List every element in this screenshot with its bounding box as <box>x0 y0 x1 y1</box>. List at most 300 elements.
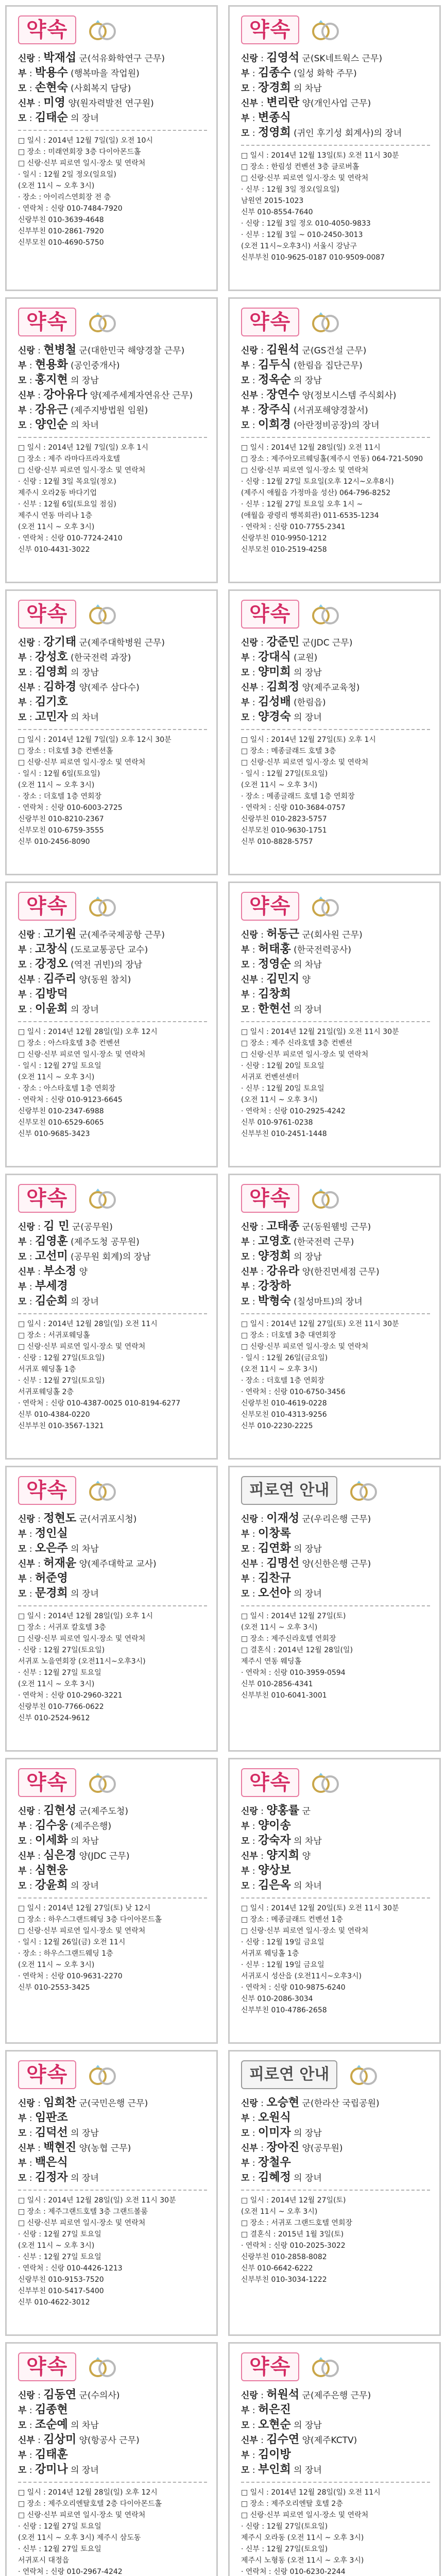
notice-card <box>228 5 441 291</box>
family-row: 모 : 김연화 의 장남 <box>241 1542 322 1555</box>
family-role: 부 <box>241 1529 250 1539</box>
family-name: 강기태 <box>43 636 77 649</box>
family-row: 모 : 손현숙 (사회복지 담당) <box>18 81 131 94</box>
family-note: 의 차녀 <box>71 420 99 431</box>
family-name: 김종현 <box>35 2403 68 2416</box>
family-name: 조순예 <box>35 2418 68 2431</box>
info-line: · 연락처 : 신랑 010-9631-2270 <box>18 1972 123 1980</box>
divider <box>18 437 207 438</box>
info-line: (오전 11시 ~ 오후 3시) <box>18 182 95 190</box>
family-note: (제주은행) <box>71 1821 112 1832</box>
notice-title: 약속 <box>18 2060 76 2089</box>
family-row: 부 : 임판조 <box>18 2111 68 2124</box>
family-role: 부 <box>18 653 27 663</box>
notice-header <box>18 598 207 630</box>
family-note: (행복마을 작업원) <box>71 69 140 79</box>
family-name: 정인실 <box>35 1527 68 1540</box>
notice-header <box>18 1182 207 1214</box>
wedding-rings-icon <box>308 1187 342 1210</box>
family-row: 부 : 김찬규 <box>241 1572 291 1585</box>
family-row: 신부 : 김수연 양(제주KCTV) <box>241 2433 357 2446</box>
family-row: 신부 : 장연수 양(정보시스템 주식회사) <box>241 388 397 401</box>
family-row: 모 : 양인순 의 차녀 <box>18 418 99 431</box>
family-role: 부 <box>18 2450 27 2461</box>
family-note: 군(제주도청) <box>79 1806 128 1817</box>
family-row: 모 : 박형숙 (칠성마트)의 장녀 <box>241 1295 363 1308</box>
family-row: 부 : 김수웅 (제주은행) <box>18 1819 112 1832</box>
info-line: □ 장소 : 제주 라마다프라자호텔 <box>18 455 121 463</box>
notice-card <box>5 2050 218 2336</box>
family-note: 군(제주은행 근무) <box>302 2391 371 2401</box>
family-name: 김두식 <box>258 359 291 371</box>
family-role: 신랑 <box>18 1222 35 1232</box>
family-note: (제주지방법원 임원) <box>71 405 148 416</box>
family-role: 신랑 <box>18 346 35 356</box>
family-role: 신랑 <box>241 54 258 64</box>
family-role: 모 <box>241 960 250 970</box>
family-row: 모 : 정영희 (귀인 후기성 회계사)의 장녀 <box>241 126 402 139</box>
family-role: 모 <box>241 1297 250 1307</box>
family-role: 모 <box>241 1881 250 1891</box>
family-role: 부 <box>18 1237 27 1247</box>
family-name: 김찬규 <box>258 1572 291 1585</box>
family-note: 양(한진면세점 근무) <box>302 1267 380 1277</box>
divider <box>241 1021 430 1022</box>
notice-card <box>228 589 441 875</box>
notice-card <box>228 1174 441 1460</box>
family-role: 부 <box>241 1866 250 1876</box>
family-name: 김은옥 <box>258 1879 291 1892</box>
family-name: 김수연 <box>266 2433 300 2446</box>
info-line: · 신랑 : 12월 19일 금요일 <box>241 1938 324 1946</box>
family-name: 김덕선 <box>35 2126 68 2139</box>
family-name: 장주식 <box>258 403 291 416</box>
family-note: (한국전력 과장) <box>71 653 131 663</box>
family-name: 김동연 <box>43 2388 77 2401</box>
family-role: 신부 <box>241 98 258 109</box>
divider <box>18 2190 207 2191</box>
family-name: 김정자 <box>35 2171 68 2184</box>
family-row: 부 : 강유근 (제주지방법원 임원) <box>18 403 148 416</box>
family-row: 신부 : 강아유다 양(제주세계자연유산 근무) <box>18 388 193 401</box>
info-line: 신부모친 010-2519-4258 <box>241 546 327 554</box>
family-note: 의 장녀 <box>294 713 322 723</box>
family-note: 의 장남 <box>294 376 322 386</box>
info-line: · 연락처 : 신랑 010-4426-1213 <box>18 2264 123 2273</box>
family-note: 의 장남 <box>294 668 322 678</box>
family-role: 모 <box>18 2128 27 2139</box>
info-line: □ 일시 : 2014년 12월 21일(일) 오전 11시 30분 <box>241 1028 399 1036</box>
family-note: 군(국민은행 근무) <box>79 2098 148 2109</box>
family-name: 장아진 <box>266 2141 300 2154</box>
divider <box>241 1897 430 1899</box>
family-note: 양 <box>302 975 311 985</box>
family-row: 모 : 강미나 의 장녀 <box>18 2463 99 2476</box>
info-line: · 신부 : 12월 19일 금요일 <box>241 1961 324 1969</box>
family-note: 양(제주 삼다수) <box>79 683 140 693</box>
family-note: 군(SK네트웍스 근무) <box>302 54 383 64</box>
family-name: 김종수 <box>258 66 291 79</box>
family-row: 모 : 김순희 의 장녀 <box>18 1295 99 1308</box>
info-line: 신부부친 010-4786-2658 <box>241 2006 327 2014</box>
info-line: · 신부 : 12월 27일 토요일 <box>18 1669 101 1677</box>
family-name: 정영희 <box>258 126 291 139</box>
family-row: 부 : 고창식 (도로교통공단 교수) <box>18 943 148 956</box>
family-note: 군(대한민국 해양경찰 근무) <box>79 346 185 356</box>
family-note: 의 장녀 <box>71 2465 99 2476</box>
family-name: 김연화 <box>258 1542 291 1555</box>
notice-header <box>18 2351 207 2383</box>
family-role: 부 <box>241 69 250 79</box>
info-line: 신부 010-9685-3423 <box>18 1130 90 1138</box>
family-role: 모 <box>241 1544 250 1554</box>
family-role: 모 <box>18 113 27 124</box>
family-role: 모 <box>18 2465 27 2476</box>
family-name: 백은식 <box>35 2156 68 2169</box>
notice-header <box>241 2351 430 2383</box>
family-name: 오원식 <box>258 2111 291 2124</box>
family-role: 모 <box>241 1836 250 1846</box>
info-line: □ 신랑·신부 피로연 일시·장소 및 연락처 <box>241 1343 369 1351</box>
notice-title: 약속 <box>18 308 76 336</box>
family-note: 의 장녀 <box>294 1005 322 1015</box>
family-note: 군(우리은행 근무) <box>302 1514 371 1524</box>
family-note: 의 장녀 <box>294 2465 322 2476</box>
family-row: 부 : 양상보 <box>241 1864 291 1877</box>
family-row: 신부 : 김주리 양(동원 참치) <box>18 973 131 986</box>
info-line: · 신랑 : 12월 3일 정오 010-4050-9833 <box>241 219 371 228</box>
family-role: 모 <box>18 668 27 678</box>
family-note: (제주도청 공무원) <box>71 1237 140 1247</box>
family-note: 군 <box>302 1806 311 1817</box>
family-note: 양(원자력발전 연구원) <box>68 98 154 109</box>
divider <box>241 145 430 146</box>
info-line: □ 일시 : 2014년 12월 27일(토) 오후 1시 <box>241 736 376 744</box>
family-row: 부 : 장주식 (서귀포해양경찰서) <box>241 403 368 416</box>
family-note: 양(정보시스템 주식회사) <box>302 391 397 401</box>
family-role: 부 <box>18 945 27 955</box>
family-row: 모 : 정옥순 의 장남 <box>241 374 322 386</box>
family-note: 양(제주KCTV) <box>302 2435 357 2446</box>
info-line: □ 신랑·신부 피로연 일시·장소 및 연락처 <box>18 1927 146 1935</box>
notice-title: 약속 <box>241 1184 299 1213</box>
info-line: 신부부친 010-9625-0187 010-9509-0087 <box>241 253 385 262</box>
family-note: (역전 귀빈)의 장남 <box>71 960 143 970</box>
family-row: 부 : 현용화 (공인중개사) <box>18 359 120 371</box>
divider <box>18 2482 207 2483</box>
family-role: 신부 <box>18 1267 35 1277</box>
family-row: 신부 : 김명선 양(신한은행 근무) <box>241 1557 371 1570</box>
family-role: 부 <box>18 2405 27 2416</box>
family-role: 부 <box>241 2450 250 2461</box>
family-row: 부 : 백은식 <box>18 2156 68 2169</box>
family-role: 부 <box>18 405 27 416</box>
family-row: 모 : 김태순 의 장녀 <box>18 111 99 124</box>
info-line: 서귀포시 대정읍 <box>18 2556 70 2565</box>
family-note: (일성 화학 주무) <box>294 69 357 79</box>
info-line: □ 장소 : 제주오리엔탈 호텔 2층 <box>241 2500 343 2508</box>
info-line: (오전 11시 ~ 오후 3시) <box>241 1365 318 1374</box>
family-note: 군(공무원) <box>72 1222 113 1232</box>
family-row: 모 : 정영순 의 차남 <box>241 958 322 971</box>
info-line: · 장소 : 아이리스연회장 전 층 <box>18 193 111 201</box>
notice-header <box>18 890 207 922</box>
family-name: 이창록 <box>258 1527 291 1540</box>
notice-card <box>5 589 218 875</box>
notice-card <box>5 882 218 1167</box>
info-line: (오전 11시 ~ 오후 3시) <box>241 781 318 789</box>
info-line: □ 일시 : 2014년 12월 27일(토) <box>241 2196 346 2205</box>
family-name: 허은진 <box>258 2403 291 2416</box>
family-row: 부 : 부세경 <box>18 1280 68 1293</box>
info-line: 남원연 2015-1023 <box>241 197 304 205</box>
family-name: 미영 <box>43 96 65 109</box>
family-role: 부 <box>18 1866 27 1876</box>
info-line: 신부부친 010-5417-5400 <box>18 2287 104 2295</box>
family-row: 신부 : 강유라 양(한진면세점 근무) <box>241 1265 380 1278</box>
family-note: (한국전력공사) <box>294 945 351 955</box>
family-row: 부 : 강대식 (교원) <box>241 651 318 664</box>
family-note: (서귀포해양경찰서) <box>294 405 368 416</box>
family-row: 부 : 정인실 <box>18 1527 68 1540</box>
info-line: □ 신랑·신부 피로연 일시·장소 및 연락처 <box>18 758 146 767</box>
family-role: 부 <box>241 2405 250 2416</box>
info-line: 신부부친 010-2451-1448 <box>241 1130 327 1138</box>
family-note: (사회복지 담당) <box>71 83 131 94</box>
family-role: 신랑 <box>241 1222 258 1232</box>
family-name: 고창식 <box>35 943 68 956</box>
family-role: 부 <box>241 945 250 955</box>
family-name: 허재윤 <box>43 1557 77 1570</box>
wedding-rings-icon <box>85 602 119 626</box>
family-name: 이희경 <box>258 418 291 431</box>
family-role: 모 <box>18 1005 27 1015</box>
family-note: 군(한라산 국립공원) <box>302 2098 380 2109</box>
info-line: □ 장소 : 제주 신라호텔 3층 컨벤션 <box>241 1039 352 1047</box>
family-role: 모 <box>241 376 250 386</box>
notice-grid <box>5 5 441 2576</box>
family-row: 부 : 고영호 (한국전력 근무) <box>241 1235 354 1248</box>
info-line: (제주시 애월읍 가정마을 성산) 064-796-8252 <box>241 489 391 497</box>
info-line: 서귀포 컨벤션센터 <box>241 1073 299 1081</box>
family-name: 부소정 <box>43 1265 77 1278</box>
family-note: 군(GS건설 근무) <box>302 346 367 356</box>
family-role: 부 <box>241 2158 250 2168</box>
family-role: 신부 <box>241 1559 258 1569</box>
family-role: 부 <box>241 1574 250 1584</box>
notice-card <box>228 2050 441 2336</box>
family-role: 신부 <box>18 975 35 985</box>
info-line: (오전 11시~오후3시) 서울시 강남구 <box>241 242 357 250</box>
info-line: 서귀포웨딩홀 2층 <box>18 1388 74 1396</box>
info-line: 신랑부친 010-8210-2367 <box>18 815 104 823</box>
family-role: 부 <box>18 990 27 1000</box>
info-line: □ 일시 : 2014년 12월 27일(토) 오전 11시 30분 <box>241 1320 399 1328</box>
info-line: · 신부 : 12월 3일 정오(일요일) <box>241 185 339 194</box>
family-note: (도로교통공단 교수) <box>71 945 148 955</box>
family-name: 강아유다 <box>43 388 88 401</box>
family-note: 양(제주세계자연유산 근무) <box>90 391 193 401</box>
family-name: 김이방 <box>258 2448 291 2461</box>
family-row: 모 : 강윤희 의 장녀 <box>18 1879 99 1892</box>
info-line: · 연락처 : 신랑 010-3959-0594 <box>241 1669 346 1677</box>
family-name: 강윤희 <box>35 1879 68 1892</box>
family-row: 신랑 : 현병철 군(대한민국 해양경찰 근무) <box>18 344 185 357</box>
info-line: □ 신랑·신부 피로연 일시·장소 및 연락처 <box>18 2219 146 2227</box>
info-line: (오전 11시 ~ 오후 3시) <box>18 523 95 531</box>
info-line: · 장소 : 아스타호텔 1층 연회장 <box>18 1084 116 1093</box>
info-line: (오전 11시 ~ 오후 3시) <box>241 1096 318 1104</box>
family-name: 강미나 <box>35 2463 68 2476</box>
family-name: 김성배 <box>258 696 291 708</box>
family-role: 부 <box>18 69 27 79</box>
info-line: □ 일시 : 2014년 12월 28일(일) 오후 1시 <box>18 1612 153 1620</box>
notice-header <box>241 1182 430 1214</box>
family-row: 모 : 김은옥 의 차녀 <box>241 1879 322 1892</box>
family-note: (한림읍 집단근무) <box>294 361 363 371</box>
info-line: □ 장소 : 아스타호텔 3층 컨벤션 <box>18 1039 120 1047</box>
family-note: 의 차남 <box>71 2420 99 2431</box>
notice-header <box>18 1475 207 1506</box>
family-row: 신랑 : 김영석 군(SK네트웍스 근무) <box>241 52 383 64</box>
info-line: · 연락처 : 신랑 010-6003-2725 <box>18 804 123 812</box>
divider <box>18 1605 207 1606</box>
family-role: 신부 <box>18 2143 35 2154</box>
info-line: 신부 010-8554-7640 <box>241 208 313 216</box>
family-name: 임희찬 <box>43 2096 77 2109</box>
family-name: 박재섭 <box>43 52 77 64</box>
info-line: · 신랑 : 12월 3일 목요일(정오) <box>18 478 116 486</box>
family-name: 강준민 <box>266 636 300 649</box>
info-line: □ 장소 : 서귀포웨딩홀 <box>18 1331 90 1340</box>
family-name: 허태홍 <box>258 943 291 956</box>
family-row: 모 : 이희경 (아란정비공장)의 장녀 <box>241 418 380 431</box>
family-name: 김민지 <box>266 973 300 986</box>
divider <box>241 729 430 730</box>
family-row: 신부 : 미영 양(원자력발전 연구원) <box>18 96 154 109</box>
family-note: 의 장녀 <box>71 1297 99 1307</box>
family-row: 모 : 양정희 의 장남 <box>241 1250 322 1263</box>
family-note: 의 장녀 <box>71 2173 99 2183</box>
info-line: · 연락처 : 신랑 010-2960-3221 <box>18 1691 123 1700</box>
info-line: □ 일시 : 2014년 12월 28일(일) 오후 12시 <box>18 2488 158 2497</box>
notice-card <box>5 5 218 291</box>
info-line: 신부모친 010-4313-9256 <box>241 1411 327 1419</box>
family-note: 의 장남 <box>294 1544 322 1554</box>
family-note: 의 장남 <box>71 376 99 386</box>
info-line: □ 일시 : 2014년 12월 28일(일) 오전 11시 <box>241 444 381 452</box>
info-line: 신부 010-2230-2225 <box>241 1422 313 1430</box>
family-role: 부 <box>241 2113 250 2124</box>
family-row: 부 : 장철우 <box>241 2156 291 2169</box>
notice-title: 약속 <box>18 1476 76 1505</box>
family-note: 군(제주국제공항 근무) <box>79 930 165 940</box>
family-role: 모 <box>241 420 250 431</box>
info-line: · 연락처 : 신랑 010-3684-0757 <box>241 804 346 812</box>
divider <box>18 729 207 730</box>
family-note: 의 장녀 <box>294 1589 322 1599</box>
family-role: 부 <box>241 1282 250 1292</box>
family-name: 이재성 <box>266 1512 300 1525</box>
info-line: 신부 010-2456-8090 <box>18 838 90 846</box>
family-note: 양(공무원) <box>302 2143 343 2154</box>
family-role: 부 <box>18 2113 27 2124</box>
family-name: 장철우 <box>258 2156 291 2169</box>
family-note: 군(회사원 근무) <box>302 930 363 940</box>
notice-header <box>18 14 207 46</box>
family-role: 신부 <box>241 683 258 693</box>
family-name: 정영순 <box>258 958 291 971</box>
info-line: 신부 010-4622-3012 <box>18 2298 90 2307</box>
family-role: 모 <box>18 2173 27 2183</box>
family-name: 김하경 <box>43 681 77 693</box>
family-role: 신부 <box>241 975 258 985</box>
info-line: 서귀포시 성산읍 (오전11시~오후3시) <box>241 1972 362 1980</box>
family-name: 양경숙 <box>258 710 291 723</box>
family-note: 군(JDC 근무) <box>302 638 353 648</box>
family-role: 신랑 <box>18 638 35 648</box>
family-name: 김상미 <box>43 2433 77 2446</box>
family-name: 부인희 <box>258 2463 291 2476</box>
info-line: (오전 11시 ~ 오후 3시) <box>18 781 95 789</box>
info-line: 서귀포 노을연회장 (오전11시~오후3시) <box>18 1657 146 1666</box>
info-line: · 신부 : 12월 3일 ~ 010-2450-3013 <box>241 231 363 239</box>
family-role: 신랑 <box>241 2391 258 2401</box>
info-line: · 신부 : 12월 27일 토요일 오후 1시 ~ <box>241 500 363 509</box>
info-line: 신랑부친 010-9153-7520 <box>18 2276 104 2284</box>
notice-card <box>5 1466 218 1752</box>
family-name: 김영석 <box>266 52 300 64</box>
family-row: 신랑 : 허원석 군(제주은행 근무) <box>241 2388 371 2401</box>
info-line: □ 일시 : 2014년 12월 28일(일) 오전 11시 30분 <box>18 2196 176 2205</box>
family-row: 부 : 이창록 <box>241 1527 291 1540</box>
info-line: □ 결혼식 : 2014년 12월 28일(일) <box>241 1646 353 1654</box>
family-role: 모 <box>241 1252 250 1262</box>
family-row: 부 : 김창희 <box>241 988 291 1001</box>
family-row: 신랑 : 정현도 군(서귀포시청) <box>18 1512 137 1525</box>
family-note: (한국전력 근무) <box>294 1237 354 1247</box>
info-line: □ 신랑·신부 피로연 일시·장소 및 연락처 <box>241 758 369 767</box>
notice-title: 약속 <box>18 2352 76 2381</box>
family-note: 의 장녀 <box>71 1005 99 1015</box>
info-line: 신랑부친 010-2823-5757 <box>241 815 327 823</box>
notice-title: 약속 <box>241 1768 299 1797</box>
family-note: 양(제주교육청) <box>302 683 360 693</box>
family-name: 김 민 <box>43 1220 70 1233</box>
family-name: 양지희 <box>266 1849 300 1862</box>
family-role: 신랑 <box>241 1806 258 1817</box>
info-line: 신부 010-2856-4341 <box>241 1680 313 1688</box>
family-role: 부 <box>241 361 250 371</box>
family-row: 부 : 오원식 <box>241 2111 291 2124</box>
info-line: · 일시 : 12월 27일 토요일 <box>18 1062 101 1070</box>
family-role: 신부 <box>241 1851 258 1861</box>
info-line: □ 결혼식 : 2015년 1월 3일(토) <box>241 2230 344 2239</box>
family-row: 신부 : 장아진 양(공무원) <box>241 2141 343 2154</box>
notice-title: 약속 <box>241 2352 299 2381</box>
family-row: 부 : 허태홍 (한국전력공사) <box>241 943 351 956</box>
notice-title: 약속 <box>241 15 299 44</box>
family-name: 김영희 <box>35 666 68 679</box>
family-row: 신랑 : 강기태 군(제주대학병원 근무) <box>18 636 165 649</box>
notice-header <box>241 598 430 630</box>
notice-card <box>5 1758 218 2044</box>
family-role: 모 <box>18 713 27 723</box>
info-line: (오전 11시 ~ 오후 3시) <box>18 2242 95 2250</box>
family-name: 임판조 <box>35 2111 68 2124</box>
family-role: 모 <box>18 83 27 94</box>
family-role: 부 <box>241 1237 250 1247</box>
